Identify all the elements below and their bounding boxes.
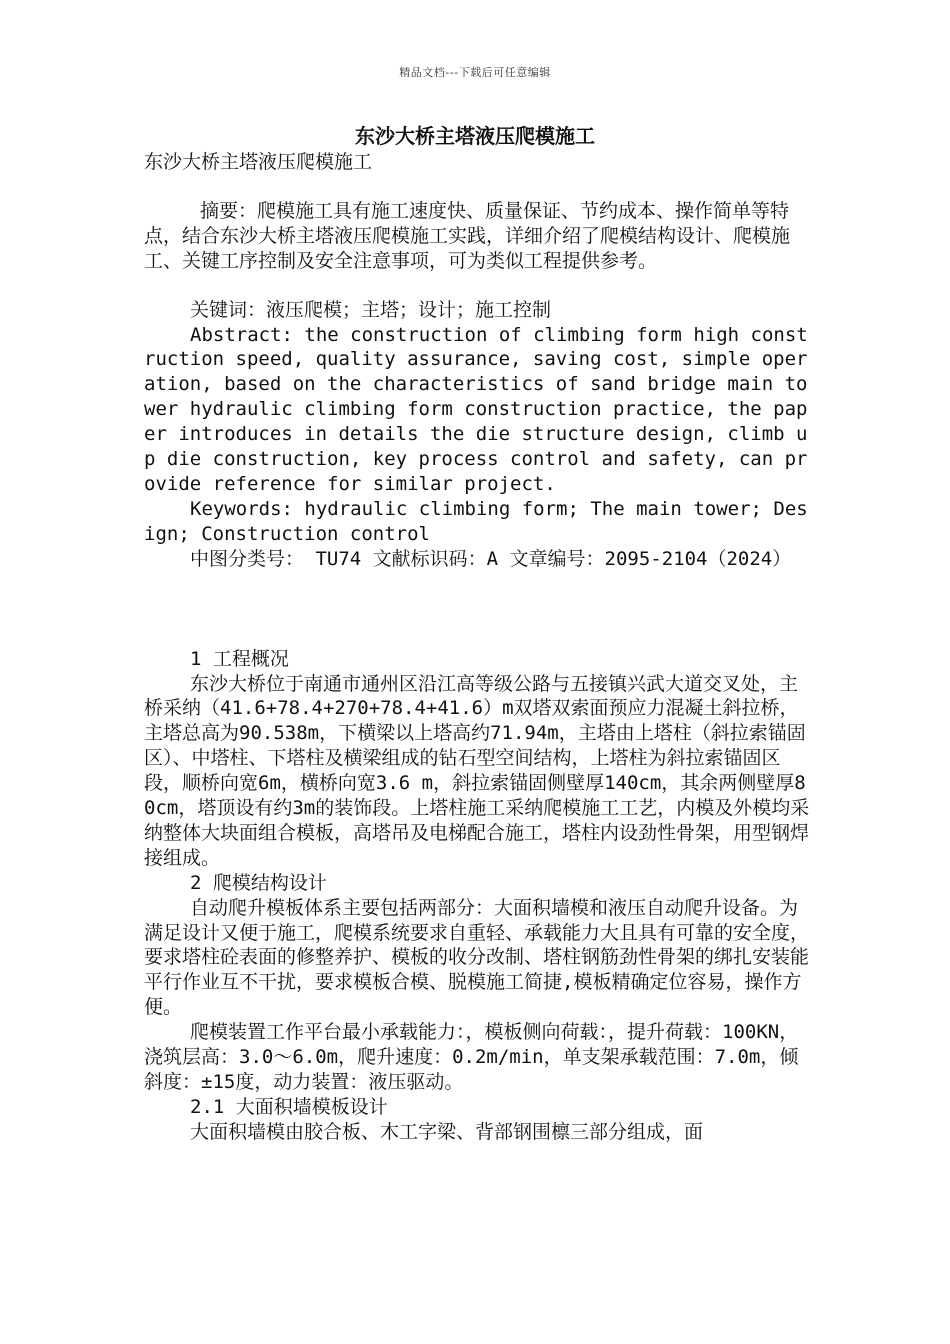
spacer xyxy=(144,572,810,647)
page-header-note: 精品文档---下载后可任意编辑 xyxy=(399,66,551,79)
abstract-english: Abstract: the construction of climbing form high construction speed, quality assurance, saving cost, simple operation, based on the characteristics of sand bridge main tower hydraulic climbing form construction practice, the paper introduces in details the die structure design, climb up die construction, key process control and safety, can provide reference for similar project. xyxy=(144,323,808,495)
document-body xyxy=(144,150,810,1145)
keywords-chinese: 关键词：液压爬模；主塔；设计；施工控制 xyxy=(190,298,552,321)
section-1-paragraph: 东沙大桥位于南通市通州区沿江高等级公路与五接镇兴武大道交叉处，主桥采纳（41.6+78.4+270+78.4+41.6）m双塔双索面预应力混凝土斜拉桥，主塔总高为90.538m，下横梁以上塔高约71.94m，主塔由上塔柱（斜拉索锚固区）、中塔柱、下塔柱及横梁组成的钻石型空间结构，上塔柱为斜拉索锚固区段，顺桥向宽6m，横桥向宽3.6 m，斜拉索锚固侧壁厚140cm，其余两侧壁厚80cm，塔顶设有约3m的装饰段。上塔柱施工采纳爬模施工工艺，内模及外模均采纳整体大块面组合模板，高塔吊及电梯配合施工，塔柱内设劲性骨架，用型钢焊接组成。 xyxy=(144,672,810,869)
spacer xyxy=(144,175,810,199)
section-2-1-heading: 2.1 大面积墙模板设计 xyxy=(190,1095,388,1118)
classification-info: 中图分类号： TU74 文献标识码：A 文章编号：2095-2104（2024） xyxy=(190,547,792,570)
document-subtitle: 东沙大桥主塔液压爬模施工 xyxy=(144,151,373,173)
section-2-paragraph-2: 爬模装置工作平台最小承载能力：，模板侧向荷载：，提升荷载：100KN，浇筑层高：3.0～6.0m，爬升速度：0.2m/min，单支架承载范围：7.0m，倾斜度：±15度，动力装置：液压驱动。 xyxy=(144,1021,799,1093)
spacer xyxy=(144,274,810,298)
keywords-english: Keywords: hydraulic climbing form; The main tower; Design; Construction control xyxy=(144,497,808,545)
section-1-heading: 1 工程概况 xyxy=(190,647,289,670)
section-2-1-paragraph: 大面积墙模由胶合板、木工字梁、背部钢围檩三部分组成，面 xyxy=(190,1120,704,1143)
document-title: 东沙大桥主塔液压爬模施工 xyxy=(355,124,595,148)
abstract-chinese: 摘要：爬模施工具有施工速度快、质量保证、节约成本、操作简单等特点，结合东沙大桥主塔液压爬模施工实践，详细介绍了爬模结构设计、爬模施工、关键工序控制及安全注意事项，可为类似工程提供参考。 xyxy=(144,199,791,272)
section-2-heading: 2 爬模结构设计 xyxy=(190,871,327,894)
section-2-paragraph-1: 自动爬升模板体系主要包括两部分：大面积墙模和液压自动爬升设备。为满足设计又便于施工，爬模系统要求自重轻、承载能力大且具有可靠的安全度，要求塔柱砼表面的修整养护、模板的收分改制、塔柱钢筋劲性骨架的绑扎安装能平行作业互不干扰，要求模板合模、脱模施工简捷,模板精确定位容易，操作方便。 xyxy=(144,896,810,1019)
